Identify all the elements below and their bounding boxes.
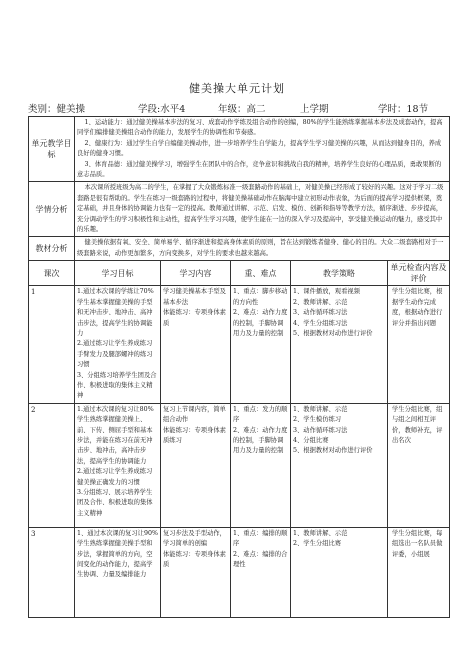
header-eval: 单元检查内容及评价 bbox=[388, 261, 450, 286]
meta-category: 类别：健美操 bbox=[28, 104, 86, 115]
unit-plan-table bbox=[28, 116, 450, 618]
lesson-goal-item: 1.通过本次课的学练让70%学生基本掌握健美操的手型和无冲击步、地冲击、高冲击步法，提高学生的协调能力 bbox=[77, 288, 154, 337]
lesson-key-item: 2、难点：动作力度的控制，手脚协调用力及力量的控制 bbox=[233, 426, 288, 455]
lesson-content: 复习上节课内容，简单组合动作 体能练习：专项身体素质练习 bbox=[161, 403, 231, 527]
lesson-goals bbox=[75, 403, 161, 527]
material-label: 教材分析 bbox=[29, 237, 75, 261]
lesson-key bbox=[231, 403, 291, 527]
material-content: 健美操依据有氧、安全、简单易学、循序渐进和提高身体素质的原则，旨在达到锻炼者健身、健心的目的。大众二级套路相对于一级套路来说，动作更加繁多，方向变换多，对学生的要求也越来越高。 bbox=[75, 237, 450, 261]
lesson-key bbox=[231, 527, 291, 617]
lesson-strategy bbox=[291, 286, 388, 403]
header-strategy: 教学策略 bbox=[291, 261, 388, 286]
lesson-goal-item: 2.通过练习让学生养成练习手臂发力及腿部螺冲的练习习惯 bbox=[77, 340, 153, 369]
lesson-eval: 学生分组比赛，每组选出一名队员做评委，小组展 bbox=[388, 527, 450, 617]
lesson-goal-item: 3.分组练习、展示培养学生团及合作、积极进取的集体主义精神 bbox=[77, 489, 153, 517]
lesson-content: 复习步法及手型动作，学习简单的创编 体能练习：专项身体素质 bbox=[161, 527, 231, 617]
header-key: 重、难点 bbox=[231, 261, 291, 286]
lesson-key-item: 1、重点：脚步移动的方向性 bbox=[233, 288, 288, 306]
lesson-strategy-item: 1、教师讲解、示范 bbox=[293, 529, 348, 537]
column-header-row bbox=[29, 261, 450, 286]
lesson-strategy-item: 2、教师讲解、示范 bbox=[293, 298, 348, 306]
lesson-row bbox=[29, 527, 450, 617]
lesson-strategy-item: 4、分组比赛 bbox=[293, 436, 329, 444]
page-title: 健美操大单元计划 bbox=[189, 82, 285, 95]
lesson-strategy-item: 5、根据教材对动作进行评价 bbox=[293, 447, 373, 455]
lesson-strategy-item: 3、动作循环练习法 bbox=[293, 309, 348, 317]
analysis-row bbox=[29, 182, 450, 237]
lesson-strategy-item: 1、教师讲解、示范 bbox=[293, 405, 348, 413]
material-row bbox=[29, 237, 450, 261]
lesson-content: 学习健美操基本手型及基本步法 体能练习：专项身体素质 bbox=[161, 286, 231, 403]
lesson-row bbox=[29, 403, 450, 527]
analysis-label: 学情分析 bbox=[29, 182, 75, 237]
header-lesson: 课次 bbox=[29, 261, 75, 286]
goal-item: 2、健康行为：通过学生自学自编健美操动作，进一步培养学生自学能力，提高学生学习健美操的兴趣，从而达到健身目的，养成良好的健身习惯。 bbox=[77, 139, 442, 158]
lesson-strategy bbox=[291, 527, 388, 617]
lesson-key-item: 2、难点：动作力度的控制，手脚协调用力及力量的控制 bbox=[233, 309, 288, 337]
lesson-number: 3 bbox=[29, 527, 75, 617]
lesson-number: 2 bbox=[29, 403, 75, 527]
lesson-goal-item: 2.通过练习让学生养成练习健美操正确发力的习惯 bbox=[77, 468, 153, 486]
header-content: 学习内容 bbox=[161, 261, 231, 286]
lesson-goal-item: 3、分组练习培养学生团及合作、积极进取的集体主义精神 bbox=[77, 371, 157, 400]
lesson-key-item: 1、重点：发力的顺序 bbox=[233, 405, 288, 424]
lesson-number: 1 bbox=[29, 286, 75, 403]
meta-grade: 年级：高二 bbox=[218, 104, 266, 115]
lesson-eval: 学生分组比赛，组与组之间相互评价，教师补充，评出名次 bbox=[388, 403, 450, 527]
goals-label: 单元教学目标 bbox=[29, 117, 75, 182]
goals-content bbox=[75, 117, 450, 182]
lesson-key-item: 2、难点：编排的合理性 bbox=[233, 550, 288, 568]
lesson-strategy bbox=[291, 403, 388, 527]
meta-semester: 上学期 bbox=[300, 104, 329, 115]
lesson-goal-item: 1、通过本次课的复习让90%学生熟练掌握健美操手型和步法，掌握简单的方向，空间变化的动作能力，提高学生协调、力量及编排能力 bbox=[77, 529, 158, 579]
goal-item: 3、体育品德：通过健美操学习，增强学生在团队中的合作，竞争意识和挑战自我的精神，培养学生良好的心理品质，勇敢果断的意志品质。 bbox=[77, 160, 442, 179]
lesson-goals bbox=[75, 527, 161, 617]
lesson-goal-item: 1.通过本次课的复习让80%学生熟练掌握健美操上、前、下传、侧屈手型和基本步法，并能在练习在前无冲击步、地冲击，高冲击步法，提高学生的协调能力 bbox=[77, 405, 154, 465]
meta-hours: 学时：18节 bbox=[378, 104, 429, 115]
lesson-row bbox=[29, 286, 450, 403]
lesson-eval: 学生分组比赛，根据学生动作完成度，根据动作进行评分并指出问题 bbox=[388, 286, 450, 403]
header-goal: 学习目标 bbox=[75, 261, 161, 286]
goal-item: 1、运动能力：通过健美操基本步法的复习、成套动作学练及组合动作的创编，80%的学生能熟练掌握基本步法及成套动作，提高同学们编排健美操组合动作的能力，发展学生的协调性和节奏感。 bbox=[77, 119, 443, 137]
lesson-strategy-item: 2、学生分组比赛 bbox=[293, 540, 342, 548]
lesson-key-item: 1、重点：编排的顺序 bbox=[233, 529, 288, 548]
lesson-key bbox=[231, 286, 291, 403]
analysis-content: 本次课所授班级为高二的学生，在掌握了大众锻炼标准一级套路动作的基础上，对健美操已经形成了较好的兴趣。这对于学习二级套路是很有帮助的。学生在练习一级套路的过程中，将健美操基础动作在脑海中建立初形动作表象，为后面的提高学习提供框架，奠定基础，并且身体的协调能力也有一定的提高。教师通过讲解、示范、启发、模仿、创新和指导等教学方法，循序渐进、步步提高，充分调动学生的学习积极性和主动性，提高学生学习兴趣，使学生能在一边的深入学习及提高中，享受健美操运动的魅力，感受其中的乐趣。 bbox=[75, 182, 450, 237]
lesson-goals bbox=[75, 286, 161, 403]
lesson-strategy-item: 5、根据教材对动作进行评价 bbox=[293, 329, 373, 337]
lesson-strategy-item: 4、学生分组练习法 bbox=[293, 319, 348, 327]
lesson-strategy-item: 3、动作循环练习法 bbox=[293, 426, 348, 434]
goals-row bbox=[29, 117, 450, 182]
meta-stage: 学段:水平4 bbox=[138, 104, 186, 115]
lesson-strategy-item: 1、课件播放，观看视频 bbox=[293, 288, 360, 296]
lesson-strategy-item: 2、学生模仿练习 bbox=[293, 416, 342, 424]
